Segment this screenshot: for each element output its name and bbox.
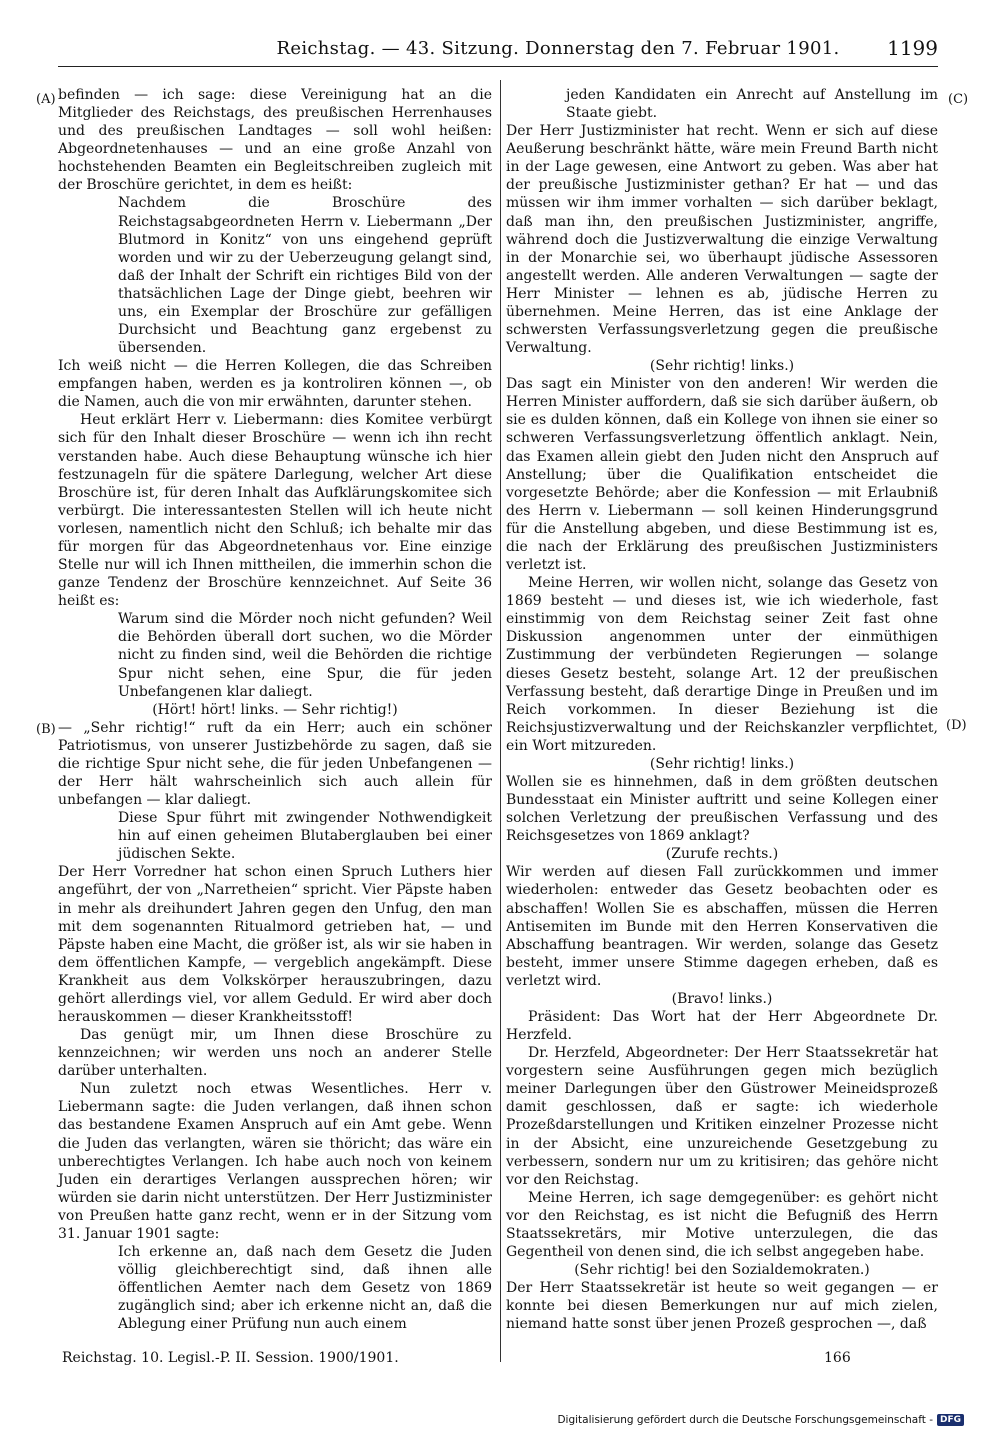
paragraph: — „Sehr richtig!“ ruft da ein Herr; auch ein schöner Patriotismus, von unserer Justizbehörde zu sagen, daß sie die richtige Spur nicht sehe, die für jeden Unbefangenen — der Herr hält wahrscheinlich sich auch allein für unbefangen — klar daliegt. xyxy=(58,719,492,809)
paragraph: Ich weiß nicht — die Herren Kollegen, die das Schreiben empfangen haben, werden es ja kontroliren können —, ob die Namen, auch die von mir erwähnten, darunter stehen. xyxy=(58,358,492,411)
quoted-passage: jeden Kandidaten ein Anrecht auf Anstellung im Staate giebt. xyxy=(566,87,938,122)
footer-publication: Reichstag. 10. Legisl.-P. II. Session. 1900/1901. xyxy=(62,1350,399,1366)
interjection: (Bravo! links.) xyxy=(671,990,773,1007)
paragraph: Wir werden auf diesen Fall zurückkommen und immer wiederholen: entweder das Gesetz beobachten oder es abschaffen! Wollen Sie es abschaffen, müssen die Herren Antisemiten im Bunde mit den Herren Konservativen die Abschaffung beantragen. Wir werden, solange das Gesetz besteht, immer unsere Stimme dagegen erheben, daß es verletzt wird. xyxy=(506,864,938,989)
interjection: (Sehr richtig! links.) xyxy=(649,755,795,772)
margin-marker-a: (A) xyxy=(36,92,56,107)
interjection: (Hört! hört! links. — Sehr richtig!) xyxy=(152,701,398,718)
left-column xyxy=(58,86,492,1333)
paragraph: Der Herr Staatssekretär ist heute so weit gegangen — er konnte bei diesen Bemerkungen nur auf mich zielen, niemand hatte sonst über jenen Prozeß gesprochen —, daß xyxy=(506,1280,938,1333)
paragraph: befinden — ich sage: diese Vereinigung hat an die Mitglieder des Reichstags, des preußischen Herrenhauses und des preußischen Landtages — soll wohl heißen: Abgeordnetenhauses — und an eine große Anzahl von hochstehenden Beamten ein Begleitschreiben zugleich mit der Broschüre gerichtet, in dem es heißt: xyxy=(58,87,492,194)
running-title: Reichstag. — 43. Sitzung. Donnerstag den 7. Februar 1901. xyxy=(276,38,840,59)
margin-marker-d: (D) xyxy=(946,718,967,733)
quoted-passage: Ich erkenne an, daß nach dem Gesetz die Juden völlig gleichberechtigt sind, daß ihnen alle öffentlichen Aemter nach dem Gesetz von 1869 zugänglich sind; aber ich erkenne nicht an, daß die Ablegung einer Prüfung nun auch einem xyxy=(118,1244,492,1333)
page-header xyxy=(58,30,938,67)
digitization-credit xyxy=(557,1414,964,1426)
paragraph: Wollen sie es hinnehmen, daß in dem größten deutschen Bundesstaat ein Minister auftritt und seine Kollegen einer solchen Verletzung der preußischen Verfassung und des Reichsgesetzes von 1869 anklagt? xyxy=(506,773,938,845)
paragraph: Das genügt mir, um Ihnen diese Broschüre zu kennzeichnen; wir werden uns noch an anderer Stelle darüber unterhalten. xyxy=(58,1027,492,1080)
paragraph: Nun zuletzt noch etwas Wesentliches. Herr v. Liebermann sagte: die Juden verlangen, daß ihnen schon das bestandene Examen Anspruch auf ein Amt gebe. Wenn die Juden das verlangten, wären sie thöricht; das wäre ein unberechtigtes Verlangen. Ich habe auch noch von keinem Juden ein derartiges Verlangen aussprechen hören; wir würden sie darin nicht unterstützen. Der Herr Justizminister von Preußen hatte ganz recht, wenn er in der Sitzung vom 31. Januar 1901 sagte: xyxy=(58,1081,492,1242)
quoted-passage: Diese Spur führt mit zwingender Nothwendigkeit hin auf einen geheimen Blutaberglauben bei einer jüdischen Sekte. xyxy=(118,810,492,863)
credit-text: Digitalisierung gefördert durch die Deutsche Forschungsgemeinschaft - xyxy=(557,1414,933,1426)
paragraph: Heut erklärt Herr v. Liebermann: dies Komitee verbürgt sich für den Inhalt dieser Broschüre — wenn ich ihn recht verstanden habe. Auch diese Behauptung wünsche ich hier festzunageln für die spätere Darlegung, welcher Art diese Broschüre ist, für deren Inhalt das Aufklärungskomitee sich verbürgt. Die interessantesten Stellen will ich heute nicht vorlesen, namentlich nicht den Schluß; ich behalte mir das für morgen für das Abgeordnetenhaus vor. Eine einzige Stelle nur will ich Ihnen mittheilen, die immerhin schon die ganze Tendenz der Broschüre kennzeichnet. Auf Seite 36 heißt es: xyxy=(58,412,492,610)
dfg-logo: DFG xyxy=(937,1414,964,1426)
interjection: (Sehr richtig! bei den Sozialdemokraten.) xyxy=(574,1262,870,1279)
margin-marker-c: (C) xyxy=(948,92,969,107)
paragraph: Der Herr Justizminister hat recht. Wenn er sich auf diese Aeußerung beschränkt hätte, wäre mein Freund Barth nicht in der Lage gewesen, eine Antwort zu geben. Was aber hat der preußische Justizminister gethan? Er hat — und das müssen wir ihm immer vorhalten — sich darüber beklagt, daß man ihn, den preußischen Justizminister, angriffe, während doch die Justizverwaltung die einzige Verwaltung in der Monarchie sei, wo überhaupt jüdische Assessoren angestellt werden. Alle anderen Verwaltungen — sagte der Herr Minister — lehnen es ab, jüdische Herren zu übernehmen. Meine Herren, das ist eine Anklage der schwersten Verfassungsverletzung gegen die preußische Verwaltung. xyxy=(506,123,938,357)
footer-sheet-number: 166 xyxy=(824,1350,851,1366)
paragraph: Der Herr Vorredner hat schon einen Spruch Luthers hier angeführt, der von „Narretheien“ spricht. Vier Päpste haben in mehr als dreihundert Jahren gegen den Unfug, den man mit dem sogenannten Ritualmord getrieben hat, — und Päpste haben eine Macht, die größer ist, als wir sie haben in dem öffentlichen Kampfe, — vergeblich angekämpft. Diese Krankheit aus dem Volkskörper herauszubringen, dazu gehört allerdings viel, vor allem Geduld. Er wird aber doch herauskommen — dieser Krankheitsstoff! xyxy=(58,864,492,1025)
right-column xyxy=(506,86,938,1333)
column-divider xyxy=(500,80,501,1362)
quoted-passage: Nachdem die Broschüre des Reichstagsabgeordneten Herrn v. Liebermann „Der Blutmord in Konitz“ von uns eingehend geprüft worden und wir zu der Ueberzeugung gelangt sind, daß der Inhalt der Schrift ein richtiges Bild von der thatsächlichen Lage der Dinge giebt, beehren wir uns, ein Exemplar der Broschüre zur gefälligen Durchsicht und Beachtung ganz ergebenst zu übersenden. xyxy=(118,195,492,357)
interjection: (Sehr richtig! links.) xyxy=(649,358,795,375)
margin-marker-b: (B) xyxy=(36,722,56,737)
paragraph: Meine Herren, wir wollen nicht, solange das Gesetz von 1869 besteht — und dieses ist, wie ich wiederhole, fast einstimmig von dem Reichstag seiner Zeit fast ohne Diskussion angenommen unter der einmüthigen Zustimmung der verbündeten Regierungen — solange dieses Gesetz besteht, solange Art. 12 der preußischen Verfassung besteht, daß derartige Dinge in Preußen und im Reich vorkommen. In dieser Beziehung ist die Reichsjustizverwaltung und der Reichskanzler verpflichtet, ein Wort mitzureden. xyxy=(506,575,938,754)
paragraph: Präsident: Das Wort hat der Herr Abgeordnete Dr. Herzfeld. xyxy=(506,1008,938,1044)
quoted-passage: Warum sind die Mörder noch nicht gefunden? Weil die Behörden überall dort suchen, wo die Mörder nicht zu finden sind, weil die Behörden die richtige Spur nicht sehen, eine Spur, die für jeden Unbefangenen klar daliegt. xyxy=(118,611,492,700)
paragraph: Meine Herren, ich sage demgegenüber: es gehört nicht vor den Reichstag, es ist nicht die Befugniß des Herrn Staatssekretärs, mir Motive unterzulegen, die das Gegentheil von denen sind, die ich selbst angegeben habe. xyxy=(506,1189,938,1260)
paragraph: Dr. Herzfeld, Abgeordneter: Der Herr Staatssekretär hat vorgestern seine Ausführungen gegen mich bezüglich meiner Darlegungen über den Güstrower Meineidsprozeß damit geschlossen, daß er sagte: ich wiederhole Prozeßdarstellungen und Kritiken einzelner Prozesse nicht in der Absicht, eine unzureichende Gesetzgebung zu verbessern, sondern nur um zu kritisiren; das gehöre nicht vor den Reichstag. xyxy=(506,1045,938,1188)
paragraph: Das sagt ein Minister von den anderen! Wir werden die Herren Minister auffordern, daß sie sich darüber äußern, ob sie es dulden können, daß ein Kollege von ihnen sie einer so schweren Verfassungsverletzung öffentlich anklagt. Nein, das Examen allein giebt den Juden nicht den Anspruch auf Anstellung; über die Qualifikation entscheidet die vorgesetzte Behörde; aber die Konfession — mit Erlaubniß des Herrn v. Liebermann — soll keinen Hinderungsgrund für die Anstellung abgeben, und diese Bestimmung ist es, die nach der Erklärung des preußischen Justizministers verletzt ist. xyxy=(506,376,938,574)
page-number: 1199 xyxy=(887,36,938,60)
interjection: (Zurufe rechts.) xyxy=(665,846,779,863)
